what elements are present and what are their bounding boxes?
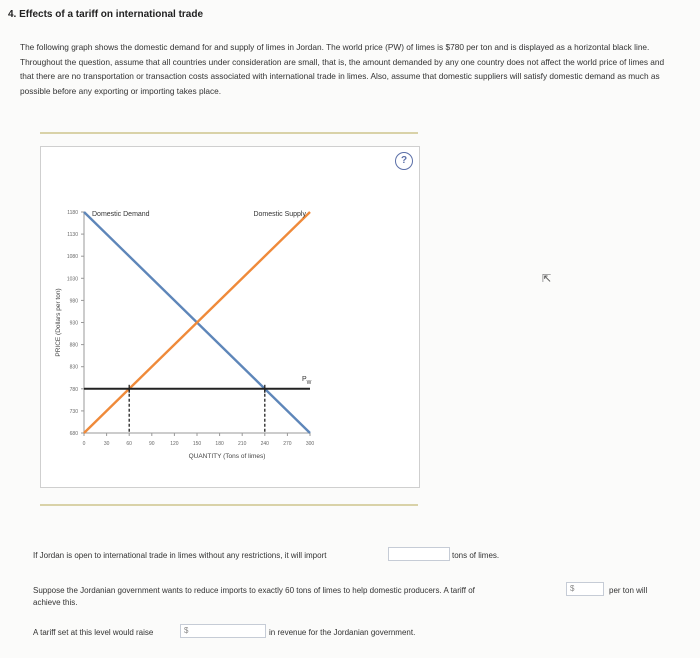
- y-tick-label: 830: [69, 364, 78, 371]
- q1-prefix: If Jordan is open to international trade in limes without any restrictions, it will import: [33, 551, 327, 560]
- tariff-currency: $: [570, 584, 575, 593]
- x-tick-label: 300: [305, 441, 315, 447]
- x-axis-title: QUANTITY (Tons of limes): [188, 453, 266, 460]
- supply-label: Domestic Supply: [253, 211, 306, 218]
- x-tick-label: 150: [192, 441, 202, 447]
- y-tick-label: 880: [69, 342, 78, 349]
- demand-label: Domestic Demand: [92, 211, 150, 218]
- cursor-icon: ⇱: [542, 273, 552, 285]
- x-tick-label: 90: [149, 441, 155, 447]
- x-tick-label: 60: [126, 441, 132, 447]
- y-tick-label: 1030: [66, 276, 78, 283]
- y-tick-label: 730: [69, 408, 78, 415]
- x-tick-label: 210: [238, 441, 247, 447]
- q2-line2: achieve this.: [33, 598, 78, 607]
- imports-input[interactable]: [388, 547, 450, 561]
- y-tick-label: 780: [69, 386, 78, 393]
- q2-prefix: Suppose the Jordanian government wants to reduce imports to exactly 60 tons of limes to help domestic producers. A tariff of: [33, 586, 475, 595]
- x-tick-label: 180: [215, 441, 224, 447]
- q1-suffix: tons of limes.: [452, 551, 500, 560]
- x-tick-label: 0: [82, 441, 86, 447]
- y-tick-label: 680: [69, 431, 78, 437]
- q3-suffix: in revenue for the Jordanian government.: [269, 628, 416, 637]
- x-tick-label: 30: [103, 441, 110, 447]
- revenue-currency: $: [184, 626, 189, 635]
- y-tick-label: 980: [69, 298, 78, 305]
- y-tick-label: 1180: [67, 210, 78, 216]
- help-icon[interactable]: ?: [395, 152, 413, 170]
- x-tick-label: 270: [283, 441, 292, 447]
- revenue-input[interactable]: [180, 624, 266, 638]
- x-tick-label: 120: [170, 441, 179, 447]
- bottom-divider: [40, 504, 418, 506]
- question-intro: The following graph shows the domestic demand for and supply of limes in Jordan. The world price (PW) of limes is $780 per ton and is displayed as a horizontal black line. Throughout the question, assume that all countries under consideration are small, that is, the amount demanded by any one country does not affect the world price of limes and that there are no transportation or transaction costs associated with international trade in limes. Also, assume that domestic suppliers will satisfy domestic demand as much as possible before any exporting or importing takes place.: [20, 42, 665, 96]
- y-tick-label: 1130: [67, 232, 78, 239]
- x-tick-label: 240: [260, 441, 269, 447]
- pw-label: $P_W$: [302, 375, 312, 386]
- y-tick-label: 930: [69, 320, 78, 327]
- question-title: 4. Effects of a tariff on international trade: [8, 9, 204, 20]
- q2-suffix: per ton will: [609, 586, 648, 595]
- y-tick-label: 1080: [66, 254, 78, 261]
- q3-prefix: A tariff set at this level would raise: [33, 628, 154, 637]
- tariff-input[interactable]: [566, 582, 604, 596]
- y-axis-title: PRICE (Dollars per ton): [55, 288, 62, 357]
